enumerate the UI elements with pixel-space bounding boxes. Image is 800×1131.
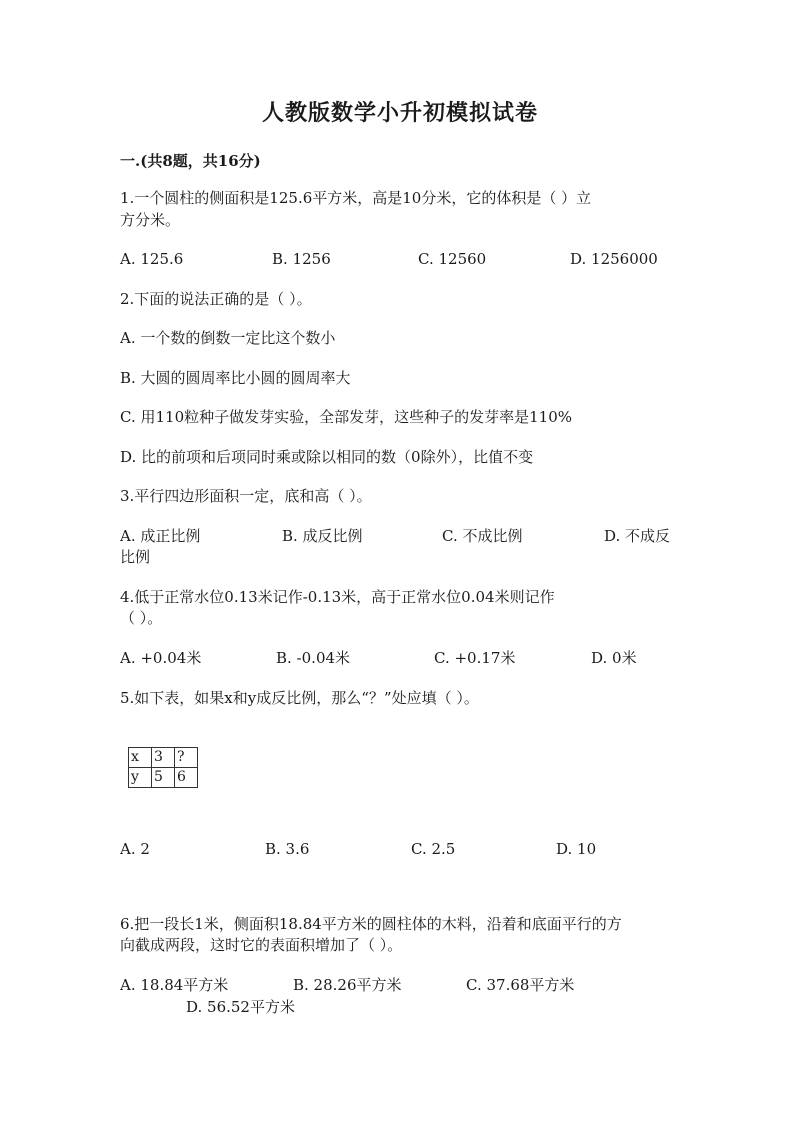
q1-option-d[interactable]: D. 1256000 — [570, 250, 658, 268]
question-5-text: 5.如下表，如果x和y成反比例，那么“？”处应填（ ）。 — [120, 689, 479, 707]
q5-option-c[interactable]: C. 2.5 — [411, 840, 456, 858]
q4-option-d[interactable]: D. 0米 — [591, 649, 637, 667]
question-3-text: 3.平行四边形面积一定，底和高（ ）。 — [120, 487, 372, 505]
q4-option-b[interactable]: B. -0.04米 — [276, 649, 351, 667]
page-title: 人教版数学小升初模拟试卷 — [261, 100, 538, 126]
q4-option-a[interactable]: A. +0.04米 — [120, 649, 202, 667]
question-1-line-2: 方分米。 — [120, 211, 181, 229]
question-4-line-2: （ ）。 — [120, 609, 163, 627]
question-6-line-2: 向截成两段，这时它的表面积增加了（ ）。 — [120, 936, 403, 954]
q5-option-b[interactable]: B. 3.6 — [265, 840, 310, 858]
q3-option-b[interactable]: B. 成反比例 — [282, 527, 363, 545]
q5-option-a[interactable]: A. 2 — [120, 840, 150, 858]
q4-option-c[interactable]: C. +0.17米 — [434, 649, 516, 667]
q3-option-a[interactable]: A. 成正比例 — [120, 527, 201, 545]
question-1-line-1: 1.一个圆柱的侧面积是125.6平方米，高是10分米，它的体积是（ ）立 — [120, 189, 592, 207]
table-cell: 5 — [152, 768, 175, 788]
q1-option-b[interactable]: B. 1256 — [272, 250, 331, 268]
section-heading: 一.(共8题，共16分) — [120, 152, 261, 170]
question-6-line-1: 6.把一段长1米，侧面积18.84平方米的圆柱体的木料，沿着和底面平行的方 — [120, 915, 622, 933]
q3-option-c[interactable]: C. 不成比例 — [442, 527, 523, 545]
q6-option-a[interactable]: A. 18.84平方米 — [120, 976, 229, 994]
q6-option-d[interactable]: D. 56.52平方米 — [186, 998, 295, 1016]
xy-table — [128, 747, 198, 788]
q5-option-d[interactable]: D. 10 — [556, 840, 597, 858]
table-cell: y — [129, 768, 152, 788]
table-row — [129, 768, 198, 788]
q2-option-b[interactable]: B. 大圆的圆周率比小圆的圆周率大 — [120, 369, 351, 387]
q2-option-a[interactable]: A. 一个数的倒数一定比这个数小 — [120, 329, 336, 347]
table-cell: x — [129, 748, 152, 768]
q2-option-d[interactable]: D. 比的前项和后项同时乘或除以相同的数（0除外），比值不变 — [120, 448, 534, 466]
table-row — [129, 748, 198, 768]
q3-option-d-continued: 比例 — [120, 548, 151, 566]
question-2-text: 2.下面的说法正确的是（ ）。 — [120, 290, 312, 308]
q3-option-d[interactable]: D. 不成反 — [604, 527, 671, 545]
q1-option-a[interactable]: A. 125.6 — [120, 250, 184, 268]
q6-option-c[interactable]: C. 37.68平方米 — [466, 976, 575, 994]
question-4-line-1: 4.低于正常水位0.13米记作-0.13米，高于正常水位0.04米则记作 — [120, 588, 555, 606]
table-cell: 3 — [152, 748, 175, 768]
table-cell: ? — [175, 748, 198, 768]
table-cell: 6 — [175, 768, 198, 788]
q6-option-b[interactable]: B. 28.26平方米 — [293, 976, 402, 994]
q2-option-c[interactable]: C. 用110粒种子做发芽实验，全部发芽，这些种子的发芽率是110% — [120, 408, 572, 426]
q1-option-c[interactable]: C. 12560 — [418, 250, 487, 268]
